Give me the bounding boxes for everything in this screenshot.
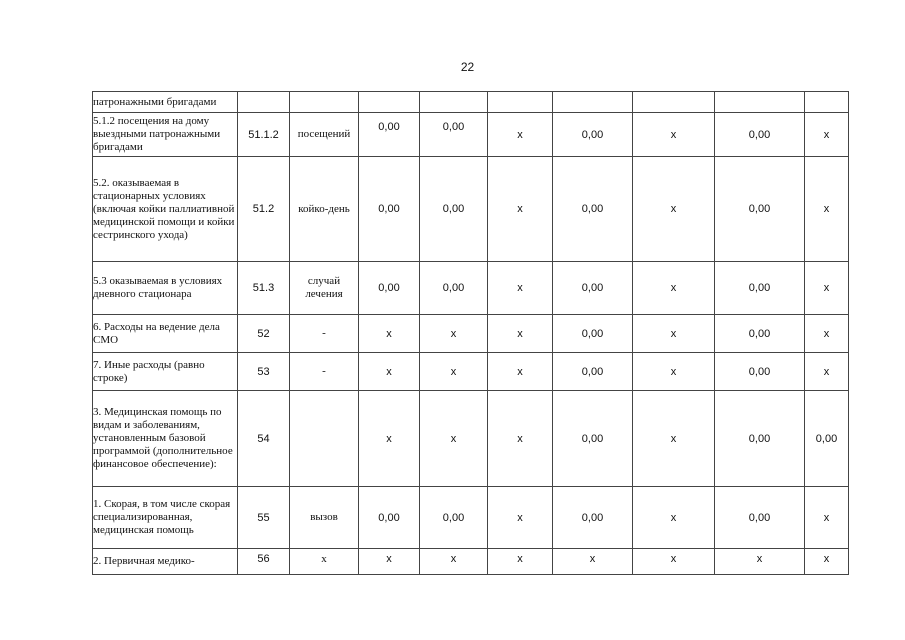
value-cell: 0,00 xyxy=(715,315,805,353)
value-cell: x xyxy=(359,353,420,391)
value-cell: 0,00 xyxy=(553,487,633,549)
value-cell: x xyxy=(488,549,553,575)
row-code: 51.3 xyxy=(238,262,290,315)
row-unit: - xyxy=(290,353,359,391)
value-cell: 0,00 xyxy=(715,487,805,549)
value-cell: x xyxy=(553,549,633,575)
row-code: 56 xyxy=(238,549,290,575)
value-cell: x xyxy=(805,113,849,157)
value-cell: 0,00 xyxy=(359,113,420,157)
table-row xyxy=(93,391,849,487)
value-cell xyxy=(420,92,488,113)
value-cell: x xyxy=(488,353,553,391)
table-row xyxy=(93,353,849,391)
row-unit: посещений xyxy=(290,113,359,157)
row-code: 53 xyxy=(238,353,290,391)
row-code xyxy=(238,92,290,113)
row-label: патронажными бригадами xyxy=(93,92,238,113)
value-cell: x xyxy=(633,391,715,487)
row-unit xyxy=(290,391,359,487)
value-cell: x xyxy=(633,549,715,575)
value-cell: 0,00 xyxy=(715,262,805,315)
row-label: 2. Первичная медико- xyxy=(93,549,238,575)
value-cell xyxy=(359,92,420,113)
table-row xyxy=(93,315,849,353)
value-cell: 0,00 xyxy=(420,487,488,549)
row-label: 7. Иные расходы (равно строке) xyxy=(93,353,238,391)
table-row xyxy=(93,92,849,113)
row-label: 5.2. оказываемая в стационарных условиях (включая койки паллиативной медицинской помощи и койки сестринского ухода) xyxy=(93,157,238,262)
row-label: 5.3 оказываемая в условиях дневного стационара xyxy=(93,262,238,315)
value-cell: 0,00 xyxy=(420,262,488,315)
value-cell: 0,00 xyxy=(553,353,633,391)
value-cell: x xyxy=(420,391,488,487)
value-cell: x xyxy=(420,549,488,575)
value-cell: 0,00 xyxy=(553,157,633,262)
value-cell xyxy=(488,92,553,113)
value-cell: 0,00 xyxy=(420,113,488,157)
value-cell: x xyxy=(715,549,805,575)
value-cell: x xyxy=(488,113,553,157)
value-cell: x xyxy=(633,262,715,315)
value-cell: x xyxy=(359,315,420,353)
value-cell xyxy=(805,92,849,113)
value-cell: 0,00 xyxy=(715,157,805,262)
row-unit: вызов xyxy=(290,487,359,549)
row-unit: x xyxy=(290,549,359,575)
table-body xyxy=(93,92,849,575)
value-cell: 0,00 xyxy=(553,262,633,315)
table-row xyxy=(93,549,849,575)
table-row xyxy=(93,113,849,157)
value-cell: x xyxy=(805,549,849,575)
value-cell xyxy=(633,92,715,113)
value-cell: x xyxy=(805,353,849,391)
value-cell: 0,00 xyxy=(805,391,849,487)
page-number: 22 xyxy=(460,60,475,74)
row-code: 55 xyxy=(238,487,290,549)
row-code: 51.2 xyxy=(238,157,290,262)
table-row xyxy=(93,262,849,315)
row-label: 1. Скорая, в том числе скорая специализированная, медицинская помощь xyxy=(93,487,238,549)
value-cell: 0,00 xyxy=(359,262,420,315)
row-code: 54 xyxy=(238,391,290,487)
value-cell: 0,00 xyxy=(359,487,420,549)
value-cell: x xyxy=(633,315,715,353)
row-unit xyxy=(290,92,359,113)
row-label: 3. Медицинская помощь по видам и заболеваниям, установленным базовой программой (дополнительное финансовое обеспечение): xyxy=(93,391,238,487)
value-cell xyxy=(715,92,805,113)
value-cell: 0,00 xyxy=(553,315,633,353)
value-cell: x xyxy=(420,353,488,391)
value-cell: x xyxy=(359,391,420,487)
value-cell: x xyxy=(633,157,715,262)
value-cell: x xyxy=(805,487,849,549)
value-cell: x xyxy=(420,315,488,353)
value-cell: 0,00 xyxy=(420,157,488,262)
value-cell: x xyxy=(805,157,849,262)
value-cell: 0,00 xyxy=(715,353,805,391)
value-cell: x xyxy=(488,391,553,487)
table-row xyxy=(93,157,849,262)
value-cell: 0,00 xyxy=(715,113,805,157)
value-cell: 0,00 xyxy=(359,157,420,262)
row-label: 5.1.2 посещения на дому выездными патронажными бригадами xyxy=(93,113,238,157)
value-cell: x xyxy=(488,315,553,353)
row-unit: - xyxy=(290,315,359,353)
row-code: 51.1.2 xyxy=(238,113,290,157)
value-cell: x xyxy=(359,549,420,575)
value-cell: x xyxy=(488,487,553,549)
row-code: 52 xyxy=(238,315,290,353)
value-cell: x xyxy=(488,157,553,262)
value-cell: x xyxy=(633,487,715,549)
row-unit: койко-день xyxy=(290,157,359,262)
value-cell: x xyxy=(488,262,553,315)
value-cell xyxy=(553,92,633,113)
value-cell: x xyxy=(805,315,849,353)
table-row xyxy=(93,487,849,549)
value-cell: 0,00 xyxy=(715,391,805,487)
value-cell: 0,00 xyxy=(553,391,633,487)
report-table xyxy=(92,91,849,575)
value-cell: 0,00 xyxy=(553,113,633,157)
row-unit: случай лечения xyxy=(290,262,359,315)
value-cell: x xyxy=(633,353,715,391)
row-label: 6. Расходы на ведение дела СМО xyxy=(93,315,238,353)
value-cell: x xyxy=(805,262,849,315)
value-cell: x xyxy=(633,113,715,157)
